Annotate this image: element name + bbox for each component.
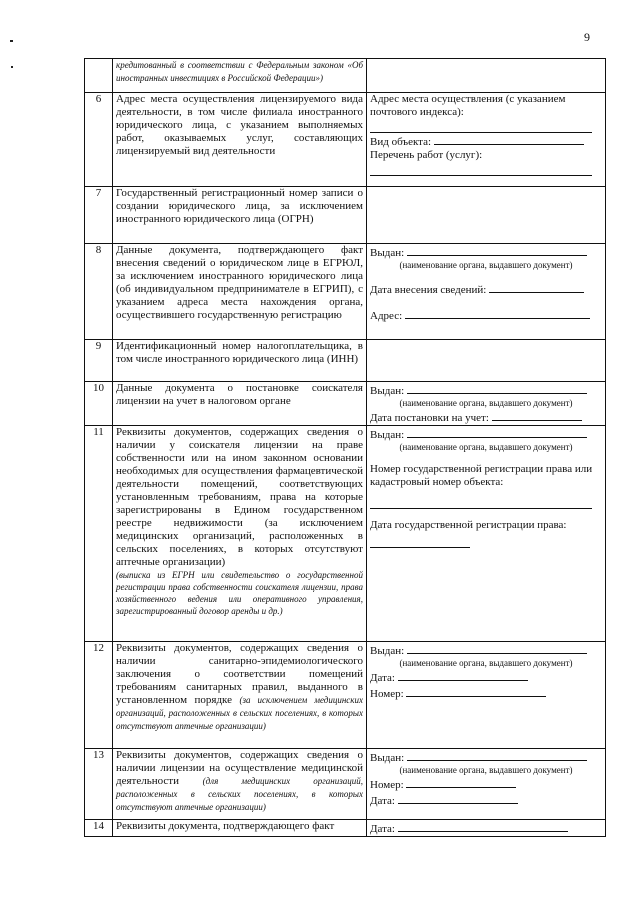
date-field[interactable]	[398, 669, 528, 681]
regdate-label: Дата государственной регистрации права:	[370, 519, 567, 531]
address-field[interactable]	[405, 307, 590, 319]
issuer-caption: (наименование органа, выдавшего документ)	[399, 765, 573, 775]
row-number: 9	[85, 340, 113, 382]
works-label: Перечень работ (услуг):	[370, 149, 483, 161]
row-note: (для медицинских организаций, расположенных в сельских поселениях, в которых отсутствуют аптечные организации)	[116, 776, 363, 812]
row-note: (выписка из ЕГРН или свидетельство о государственной регистрации права собственности соискателя лицензии, права хозяйственного ведения или оперативного управления, зарегистрированный договор аренды и др.)	[116, 570, 363, 616]
table-row	[85, 340, 606, 382]
scan-speck	[10, 40, 13, 42]
page-number: 9	[584, 30, 590, 44]
row-number: 11	[85, 426, 113, 642]
number-label: Номер:	[370, 779, 404, 791]
row-description: Идентификационный номер налогоплательщика, в том числе иностранного юридического лица (ИНН)	[113, 340, 367, 382]
table-row	[85, 382, 606, 426]
issued-field[interactable]	[407, 382, 587, 394]
application-table	[84, 58, 606, 837]
row-description: Данные документа о постановке соискателя лицензии на учет в налоговом органе	[113, 382, 367, 426]
issued-label: Выдан:	[370, 752, 405, 764]
row-description: Реквизиты документа, подтверждающего факт	[113, 820, 367, 837]
date-field[interactable]	[398, 820, 568, 832]
row-description: Реквизиты документов, содержащих сведения о наличии у соискателя лицензии на праве собственности или на ином законном основании необходимых для осуществления фармацевтической деятельности помещений, соответствующих установленным требованиям, права на которые зарегистрированы в Едином государственном реестре недвижимости (за исключением медицинских организаций, расположенных в сельских поселениях, в которых отсутствуют аптечные организации)	[116, 426, 363, 568]
issuer-caption: (наименование органа, выдавшего документ)	[399, 398, 573, 408]
issued-field[interactable]	[407, 244, 587, 256]
issued-label: Выдан:	[370, 645, 405, 657]
inn-field[interactable]	[367, 340, 606, 382]
row-note: (за исключением медицинских организаций, расположенных в сельских поселениях, в которых отсутствуют аптечные организации)	[116, 695, 363, 731]
issued-field[interactable]	[407, 642, 587, 654]
date-label: Дата постановки на учет:	[370, 412, 489, 424]
ogrn-field[interactable]	[367, 187, 606, 244]
issued-label: Выдан:	[370, 429, 405, 441]
issuer-caption: (наименование органа, выдавшего документ)	[399, 658, 573, 668]
table-row	[85, 93, 606, 187]
number-field[interactable]	[406, 776, 516, 788]
date-label: Дата:	[370, 795, 395, 807]
table-row	[85, 642, 606, 749]
date-field[interactable]	[398, 792, 518, 804]
row-number: 8	[85, 244, 113, 340]
issuer-caption: (наименование органа, выдавшего документ)	[399, 442, 573, 452]
row-number: 12	[85, 642, 113, 749]
table-row	[85, 749, 606, 820]
issuer-caption: (наименование органа, выдавшего документ)	[399, 260, 573, 270]
number-label: Номер:	[370, 688, 404, 700]
object-field[interactable]	[434, 133, 584, 145]
regnum-field[interactable]	[370, 495, 592, 509]
table-row	[85, 187, 606, 244]
issued-field[interactable]	[407, 749, 587, 761]
row-number: 10	[85, 382, 113, 426]
table-row	[85, 244, 606, 340]
table-row	[85, 59, 606, 93]
row-description: Данные документа, подтверждающего факт внесения сведений о юридическом лице в ЕГРЮЛ, за исключением иностранного юридического лица (об индивидуальном предпринимателе в ЕГРИП), с указанием адреса места нахождения органа, осуществившего государственную регистрацию	[113, 244, 367, 340]
row-number: 6	[85, 93, 113, 187]
object-label: Вид объекта:	[370, 136, 432, 148]
date-label: Дата:	[370, 672, 395, 684]
table-row	[85, 426, 606, 642]
row-description: Государственный регистрационный номер записи о создании юридического лица, за исключением иностранного юридического лица (ОГРН)	[113, 187, 367, 244]
date-label: Дата внесения сведений:	[370, 284, 487, 296]
row-description: Реквизиты документов, содержащих сведения о наличии лицензии на осуществление медицинской деятельности	[116, 749, 363, 787]
date-field[interactable]	[489, 281, 584, 293]
date-field[interactable]	[492, 409, 582, 421]
row-note: кредитованный в соответствии с Федеральным законом «Об иностранных инвестициях в Российской Федерации»)	[116, 60, 363, 83]
regdate-field[interactable]	[370, 536, 470, 548]
number-field[interactable]	[406, 685, 546, 697]
row-number: 14	[85, 820, 113, 837]
regnum-label: Номер государственной регистрации права или кадастровый номер объекта:	[370, 463, 593, 488]
address-label: Адрес места осуществления (с указанием почтового индекса):	[370, 93, 566, 118]
address-field[interactable]	[370, 119, 592, 133]
row-number: 7	[85, 187, 113, 244]
row-description: Реквизиты документов, содержащих сведения о наличии санитарно-эпидемиологического заключения о соответствии помещений требованиям санитарных правил, выданного в установленном порядке	[116, 642, 363, 706]
issued-label: Выдан:	[370, 385, 405, 397]
issued-field[interactable]	[407, 426, 587, 438]
row-description: Адрес места осуществления лицензируемого вида деятельности, в том числе филиала иностранного юридического лица, с указанием выполняемых работ, оказываемых услуг, составляющих лицензируемый вид деятельности	[113, 93, 367, 187]
row-number: 13	[85, 749, 113, 820]
scan-speck	[11, 66, 13, 68]
table-row	[85, 820, 606, 837]
address-label: Адрес:	[370, 310, 403, 322]
date-label: Дата:	[370, 823, 395, 835]
issued-label: Выдан:	[370, 247, 405, 259]
works-field[interactable]	[370, 162, 592, 176]
